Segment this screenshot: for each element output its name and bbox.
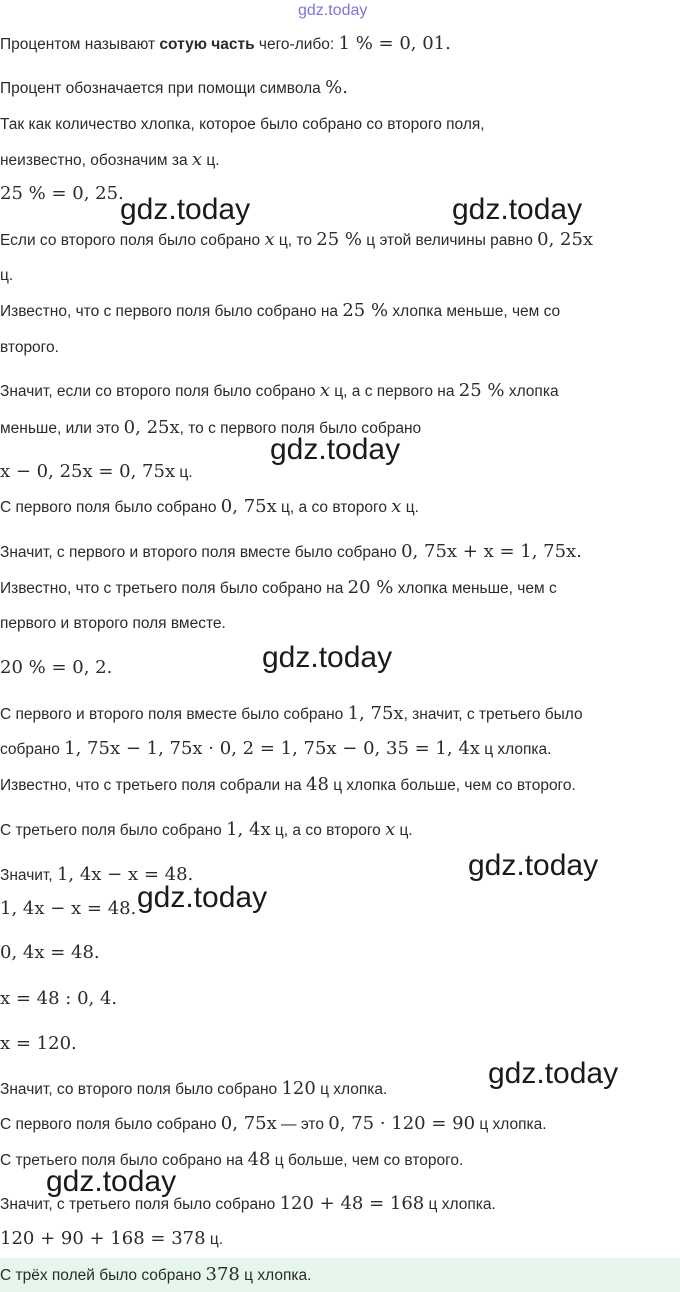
answer-line: С трёх полей было собрано 378 ц хлопка. xyxy=(0,1264,312,1285)
text-line-8: Известно, что с первого поля было собрано на 25 % хлопка меньше, чем со xyxy=(0,300,561,321)
text-line-7: ц. xyxy=(0,267,14,284)
text-line-11: меньше, или это 0, 25x, то с первого поля было собрано xyxy=(0,417,422,438)
text-line-29: С третьего поля было собрано на 48 ц больше, чем со второго. xyxy=(0,1149,464,1170)
text-line-16: первого и второго поля вместе. xyxy=(0,615,226,632)
watermark: gdz.today xyxy=(262,641,393,674)
text-line-27: Значит, со второго поля было собрано 120 ц хлопка. xyxy=(0,1078,388,1099)
text-line-28: С первого поля было собрано 0, 75x — это 0, 75 · 120 = 90 ц хлопка. xyxy=(0,1113,547,1134)
text-line-5: 25 % = 0, 25. xyxy=(0,183,124,204)
text-line-10: Значит, если со второго поля было собрано x ц, а с первого на 25 % хлопка xyxy=(0,380,559,401)
text-line-30: Значит, с третьего поля было собрано 120 + 48 = 168 ц хлопка. xyxy=(0,1193,496,1214)
text-line-18: С первого и второго поля вместе было собрано 1, 75x, значит, с третьего было xyxy=(0,703,583,724)
text-line-9: второго. xyxy=(0,339,59,356)
text-line-31: 120 + 90 + 168 = 378 ц. xyxy=(0,1228,224,1249)
text-line-3: Так как количество хлопка, которое было собрано со второго поля, xyxy=(0,116,485,133)
watermark: gdz.today xyxy=(270,433,401,466)
text-line-2: Процент обозначается при помощи символа %. xyxy=(0,77,348,98)
text-line-22: Значит, 1, 4x − x = 48. xyxy=(0,864,194,885)
text-line-4: неизвестно, обозначим за x ц. xyxy=(0,149,220,170)
watermark: gdz.today xyxy=(137,881,268,914)
text-line-25: x = 48 : 0, 4. xyxy=(0,988,118,1009)
text-line-15: Известно, что с третьего поля было собрано на 20 % хлопка меньше, чем с xyxy=(0,577,557,598)
watermark: gdz.today xyxy=(468,849,599,882)
watermark-top: gdz.today xyxy=(298,2,368,19)
text-line-23: 1, 4x − x = 48. xyxy=(0,898,137,919)
watermark: gdz.today xyxy=(452,193,583,226)
text-line-12: x − 0, 25x = 0, 75x ц. xyxy=(0,461,193,482)
watermark: gdz.today xyxy=(46,1165,177,1198)
text-line-19: собрано 1, 75x − 1, 75x · 0, 2 = 1, 75x − 0, 35 = 1, 4x ц хлопка. xyxy=(0,738,552,759)
text-line-14: Значит, с первого и второго поля вместе было собрано 0, 75x + x = 1, 75x. xyxy=(0,541,582,562)
watermark: gdz.today xyxy=(488,1057,619,1090)
text-line-6: Если со второго поля было собрано x ц, то 25 % ц этой величины равно 0, 25x xyxy=(0,229,594,250)
text-line-24: 0, 4x = 48. xyxy=(0,942,100,963)
text-line-1: Процентом называют сотую часть чего-либо: 1 % = 0, 01. xyxy=(0,33,451,54)
text-line-20: Известно, что с третьего поля собрали на 48 ц хлопка больше, чем со второго. xyxy=(0,774,576,795)
text-line-17: 20 % = 0, 2. xyxy=(0,657,113,678)
text-line-13: С первого поля было собрано 0, 75x ц, а со второго x ц. xyxy=(0,496,419,517)
text-line-26: x = 120. xyxy=(0,1033,77,1054)
watermark: gdz.today xyxy=(120,193,251,226)
text-line-21: С третьего поля было собрано 1, 4x ц, а со второго x ц. xyxy=(0,819,413,840)
